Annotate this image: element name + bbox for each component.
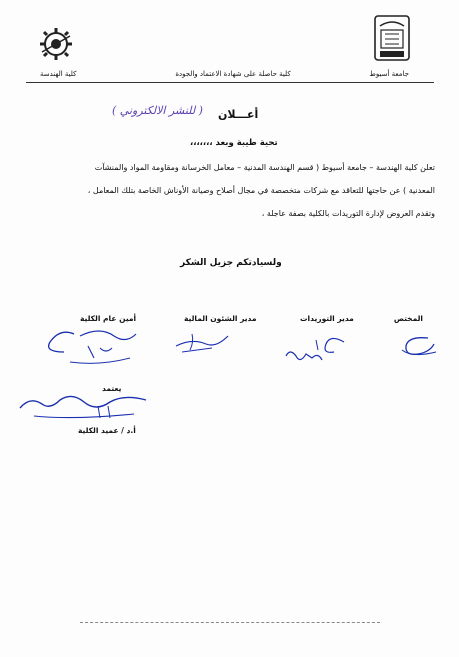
college-accreditation: كلية حاصلة على شهادة الاعتماد والجودة <box>175 70 291 78</box>
approved-label: يعتمد <box>102 384 122 393</box>
financial-director-label: مدير الشئون المالية <box>184 314 257 323</box>
financial-director-signature <box>172 328 232 356</box>
faculty-logo <box>38 26 74 62</box>
body-line: وتقدم العروض لإدارة التوريدات بالكلية بصفة عاجلة ، <box>261 209 435 218</box>
greeting: تحية طيبة وبعد ،،،،،،، <box>190 138 278 148</box>
university-logo <box>372 14 412 64</box>
specialist-label: المختص <box>393 314 423 323</box>
college-secretary-label: أمين عام الكلية <box>80 314 137 323</box>
university-name: جامعة أسيوط <box>369 70 409 78</box>
footer-rule <box>80 622 380 623</box>
body-line: تعلن كلية الهندسة – جامعة أسيوط ( قسم الهندسة المدنية – معامل الخرسانة ومقاومة المواد والمنشآت <box>94 163 435 172</box>
procurement-director-label: مدير التوريدات <box>300 314 354 323</box>
dean-signature <box>14 390 154 424</box>
college-secretary-signature <box>40 322 140 370</box>
university-logo-icon <box>372 14 412 64</box>
announcement-title: أعـــلان <box>218 108 259 121</box>
closing: ولسيادتكم جزيل الشكر <box>180 258 282 268</box>
specialist-signature <box>398 332 440 362</box>
body-line: المعدنية ) عن حاجتها للتعاقد مع شركات متخصصة في مجال أصلاح وصيانة الأوناش الخاصة بتلك المعامل ، <box>87 186 435 195</box>
procurement-director-signature <box>282 334 352 368</box>
header-rule <box>26 82 434 83</box>
engineering-gear-icon <box>38 26 74 62</box>
faculty-name: كلية الهندسة <box>40 70 77 78</box>
dean-label: أ.د / عميد الكلية <box>78 426 136 435</box>
handwritten-note: ( للنشر الالكتروني ) <box>112 104 203 117</box>
